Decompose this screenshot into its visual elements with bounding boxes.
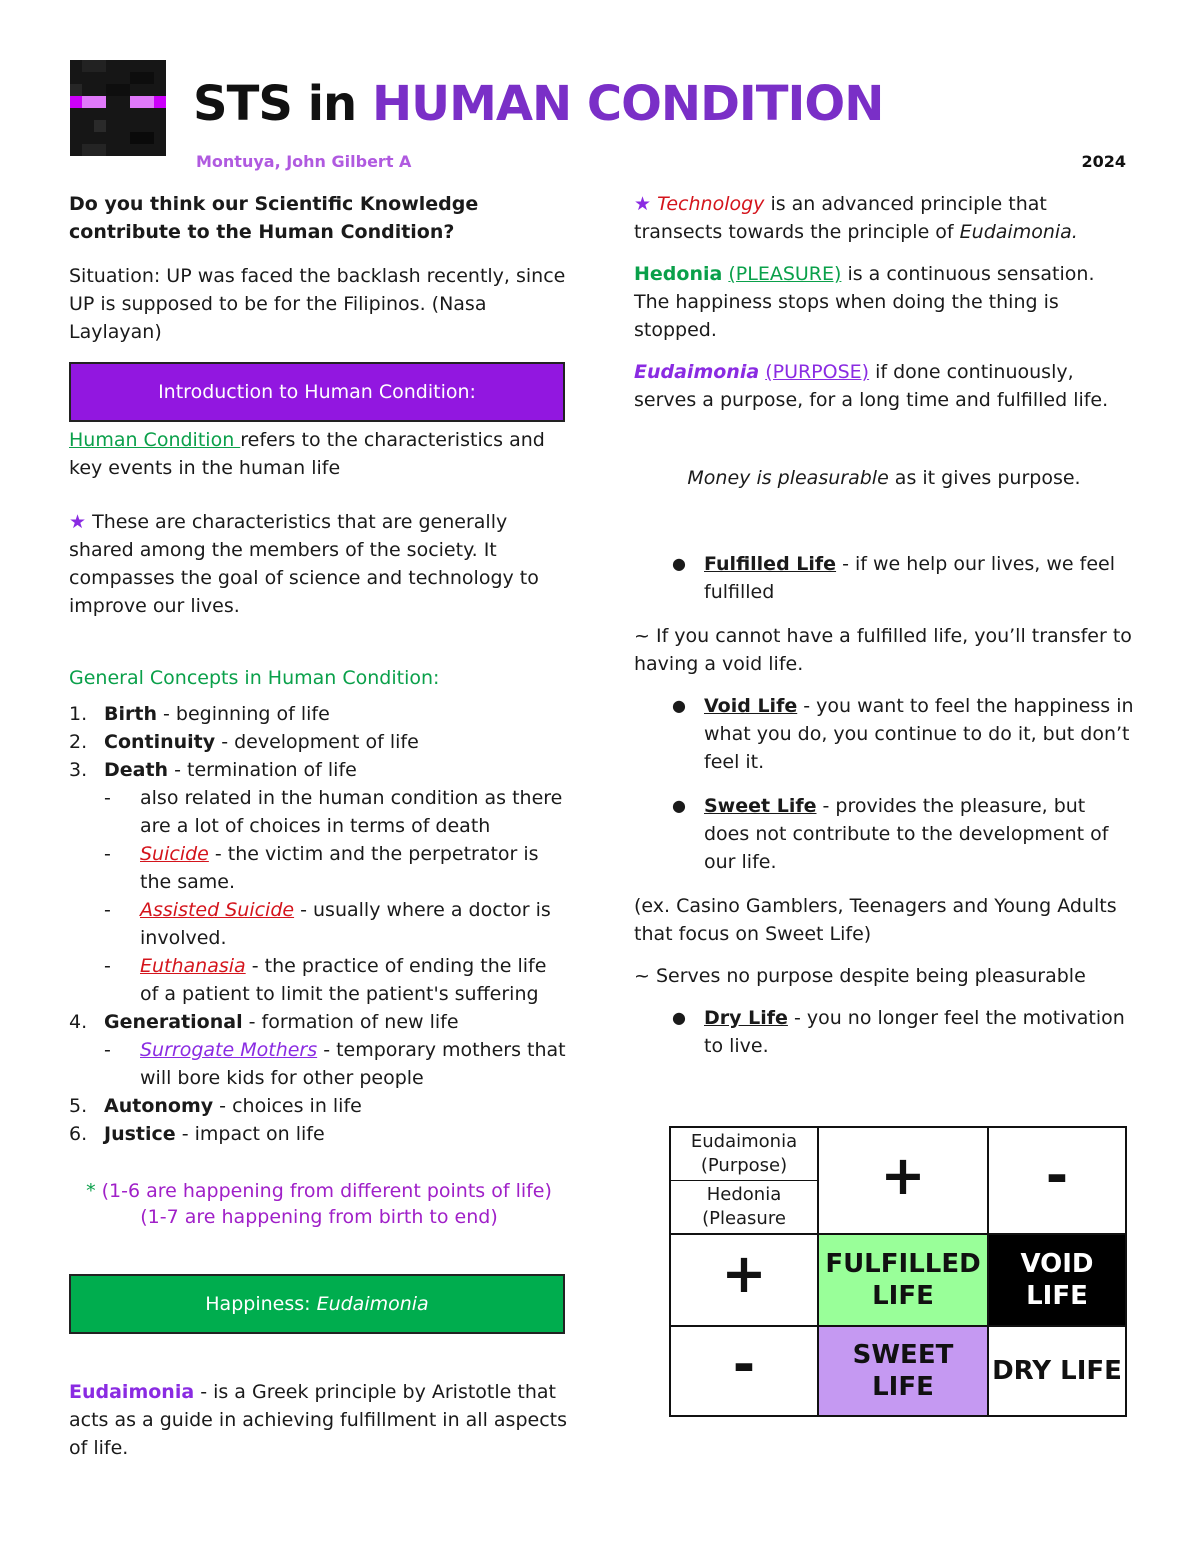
happiness-banner — [69, 1274, 565, 1334]
human-condition-definition — [69, 426, 569, 482]
list-item: - Suicide - the victim and the perpetrator is the same. — [104, 843, 539, 893]
concepts-heading: General Concepts in Human Condition: — [69, 667, 440, 689]
eudaimonia-definition: Eudaimonia - is a Greek principle by Aristotle that acts as a guide in achieving fulfillment in all aspects of life. — [69, 1381, 567, 1459]
life-matrix-table — [669, 1126, 1127, 1417]
question-heading: Do you think our Scientific Knowledge contribute to the Human Condition? — [69, 193, 479, 243]
list-item: ● Void Life - you want to feel the happiness in what you do, you continue to do it, but don’t feel it. — [672, 695, 1134, 773]
star-icon: ★ — [69, 511, 87, 533]
list-item: ● Dry Life - you no longer feel the motivation to live. — [672, 1007, 1125, 1057]
hedonia-minus: - — [670, 1326, 818, 1416]
left-column — [69, 190, 569, 1462]
hedonia-text: Hedonia (PLEASURE) is a continuous sensation. The happiness stops when doing the thing is stopped. — [634, 263, 1095, 341]
star-note-text: These are characteristics that are generally shared among the members of the society. It compasses the goal of science and technology to improve our lives. — [69, 511, 539, 617]
list-item: 3. Death - termination of life - also related in the human condition as there are a lot of choices in terms of death - Suicide - the victim and the perpetrator is the same. - Assisted Suicide - usually where a doctor is involved. - Euthanasia - the practice of ending the life of a patient to limit the patient's suffering — [69, 756, 569, 1008]
list-item: 4. Generational - formation of new life - Surrogate Mothers - temporary mothers that will bore kids for other people — [69, 1008, 569, 1092]
generational-sublist — [104, 1036, 569, 1092]
happiness-banner-label: Happiness: Eudaimonia — [205, 1293, 429, 1315]
serves-text: ~ Serves no purpose despite being pleasurable — [634, 965, 1086, 987]
transfer-text: ~ If you cannot have a fulfilled life, you’ll transfer to having a void life. — [634, 625, 1132, 675]
death-sublist — [104, 784, 569, 1008]
hedonia-plus: + — [670, 1234, 818, 1326]
intro-banner — [69, 362, 565, 422]
list-item: 5. Autonomy - choices in life — [69, 1095, 362, 1117]
concepts-list — [69, 700, 569, 1148]
void-life-cell: VOID LIFE — [988, 1234, 1126, 1326]
right-column — [634, 190, 1134, 1076]
page-title — [193, 74, 883, 134]
list-item: - Euthanasia - the practice of ending the life of a patient to limit the patient's suffering — [104, 955, 547, 1005]
eudaimonia-plus: + — [818, 1127, 988, 1234]
title-part-2: HUMAN CONDITION — [371, 76, 884, 132]
pixel-enderman-icon — [70, 60, 166, 156]
list-item: - also related in the human condition as there are a lot of choices in terms of death — [104, 787, 563, 837]
list-item: ● Sweet Life - provides the pleasure, but does not contribute to the development of our life. — [672, 795, 1109, 873]
technology-text: ★ Technology is an advanced principle that transects towards the principle of Eudaimonia. — [634, 193, 1078, 243]
human-condition-def-text: refers to the characteristics and key events in the human life — [69, 429, 545, 479]
dry-life-cell: DRY LIFE — [988, 1326, 1126, 1416]
year-label: 2024 — [1081, 152, 1126, 171]
list-item: - Assisted Suicide - usually where a doctor is involved. — [104, 899, 551, 949]
eudaimonia-minus: - — [988, 1127, 1126, 1234]
star-icon: ★ — [634, 193, 652, 215]
intro-banner-label: Introduction to Human Condition: — [158, 381, 476, 403]
human-condition-term: Human Condition — [69, 429, 241, 451]
author-name: Montuya, John Gilbert A — [196, 152, 412, 171]
example-text: (ex. Casino Gamblers, Teenagers and Young Adults that focus on Sweet Life) — [634, 895, 1117, 945]
list-item: - Surrogate Mothers - temporary mothers that will bore kids for other people — [104, 1039, 566, 1089]
range-note: * (1-6 are happening from different points of life) (1-7 are happening from birth to end) — [86, 1180, 552, 1228]
sweet-life-cell: SWEET LIFE — [818, 1326, 988, 1416]
list-item: 6. Justice - impact on life — [69, 1123, 325, 1145]
list-item: ● Fulfilled Life - if we help our lives, we feel fulfilled — [672, 553, 1115, 603]
situation-text: Situation: UP was faced the backlash recently, since UP is supposed to be for the Filipinos. (Nasa Laylayan) — [69, 265, 566, 343]
star-note — [69, 508, 569, 620]
fulfilled-life-cell: FULFILLED LIFE — [818, 1234, 988, 1326]
title-part-1: STS in — [193, 76, 357, 132]
matrix-header-cell: Eudaimonia (Purpose) Hedonia (Pleasure — [670, 1127, 818, 1234]
money-text: Money is pleasurable as it gives purpose. — [687, 467, 1081, 489]
list-item: 1. Birth - beginning of life — [69, 703, 330, 725]
list-item: 2. Continuity - development of life — [69, 731, 419, 753]
eudaimonia-text: Eudaimonia (PURPOSE) if done continuously, serves a purpose, for a long time and fulfilled life. — [634, 361, 1109, 411]
